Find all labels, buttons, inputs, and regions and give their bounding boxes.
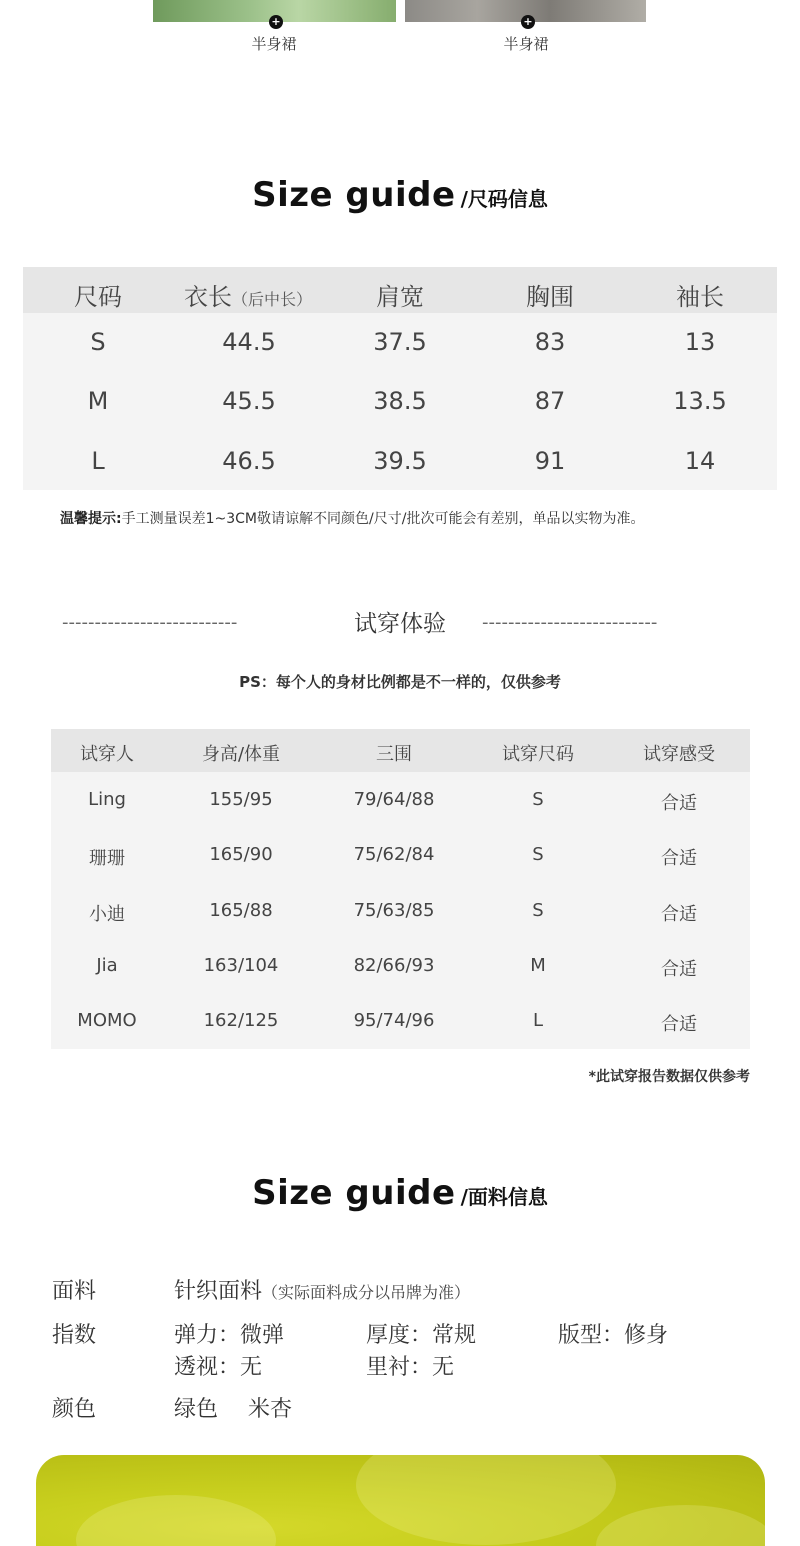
fabric-thickness: 厚度：常规 [366,1323,477,1348]
plus-icon[interactable]: + [269,15,283,29]
size-cell: 91 [534,447,566,475]
header-feeling: 试穿感受 [643,744,715,765]
try-on-cell: 合适 [661,848,697,869]
fabric-color-label: 颜色 [52,1397,97,1422]
try-on-ps: PS：每个人的身材比例都是不一样的，仅供参考 [239,673,561,691]
size-cell: 14 [684,447,716,475]
fabric-fold [76,1495,276,1546]
header-sleeve: 袖长 [676,283,724,311]
size-table [23,267,777,490]
try-on-cell: 95/74/96 [353,1010,435,1031]
size-cell: 38.5 [373,387,427,415]
size-cell: 46.5 [222,447,276,475]
size-cell: 13 [684,328,716,356]
header-length-sub: （后中长） [231,290,312,309]
try-on-cell: 小迪 [89,904,125,925]
header-size: 尺码 [74,283,122,311]
try-on-cell: 162/125 [203,1010,279,1031]
thumbnail-caption: 半身裙 [251,35,297,53]
color-option: 米杏 [248,1397,293,1422]
try-on-cell: S [532,844,544,865]
fabric-material-label: 面料 [52,1279,97,1304]
header-length-label: 衣长 [183,283,232,311]
header-length [163,277,333,312]
try-on-cell: S [532,900,544,921]
try-on-cell: 珊珊 [89,848,125,869]
fabric-lining: 里衬：无 [366,1355,455,1380]
header-measurements: 三围 [376,744,412,765]
size-cell: 39.5 [373,447,427,475]
title-main: Size guide [252,175,456,215]
size-cell: 37.5 [373,328,427,356]
fabric-fold [356,1455,616,1545]
try-on-cell: 75/63/85 [353,900,435,921]
fabric-material-value [174,1274,470,1305]
try-on-cell: 163/104 [203,955,279,976]
divider-right: --------------------------- [482,612,658,633]
title-sub: /尺码信息 [460,187,548,211]
size-cell: S [90,328,106,356]
fabric-material-sub: （实际面料成分以吊牌为准） [262,1283,471,1302]
title-main: Size guide [252,1173,456,1213]
fabric-swatch-image [36,1455,765,1546]
warm-tip [60,508,644,528]
header-shoulder: 肩宽 [376,283,424,311]
fabric-elasticity: 弹力：微弹 [174,1323,285,1348]
try-on-title: 试穿体验 [354,611,446,637]
try-on-cell: 合适 [661,793,697,814]
try-on-cell: 合适 [661,959,697,980]
try-on-cell: 合适 [661,904,697,925]
header-chest: 胸围 [526,283,574,311]
fabric-transparency: 透视：无 [174,1355,263,1380]
fabric-guide-title [0,1173,800,1213]
try-on-cell: Ling [88,789,126,810]
try-on-cell: MOMO [77,1010,137,1031]
size-cell: 87 [534,387,566,415]
fabric-fold [596,1505,765,1546]
plus-icon[interactable]: + [521,15,535,29]
warm-tip-label: 温馨提示: [60,511,122,527]
try-on-cell: S [532,789,544,810]
size-cell: 44.5 [222,328,276,356]
try-on-cell: Jia [96,955,118,976]
fabric-index-label: 指数 [52,1323,97,1348]
thumbnail-caption: 半身裙 [503,35,549,53]
size-cell: 45.5 [222,387,276,415]
warm-tip-text: 手工测量误差1~3CM敬请谅解不同颜色/尺寸/批次可能会有差别，单品以实物为准。 [121,511,645,527]
divider-left: --------------------------- [62,612,238,633]
title-sub: /面料信息 [460,1185,548,1209]
color-option: 绿色 [174,1397,219,1422]
size-cell: 13.5 [673,387,727,415]
size-cell: L [91,447,105,475]
size-guide-title [0,175,800,215]
try-on-cell: 79/64/88 [353,789,435,810]
try-on-note: *此试穿报告数据仅供参考 [588,1069,750,1085]
header-tried-size: 试穿尺码 [502,744,574,765]
header-height-weight: 身高/体重 [201,744,281,765]
fabric-fit: 版型：修身 [558,1323,669,1348]
try-on-cell: 82/66/93 [353,955,435,976]
try-on-cell: M [530,955,546,976]
fabric-material-name: 针织面料 [174,1279,263,1304]
try-on-cell: 165/88 [209,900,273,921]
try-on-cell: 75/62/84 [353,844,435,865]
try-on-cell: L [532,1010,544,1031]
header-tester: 试穿人 [80,744,134,765]
try-on-cell: 165/90 [209,844,273,865]
size-cell: M [87,387,109,415]
try-on-cell: 155/95 [209,789,273,810]
try-on-cell: 合适 [661,1014,697,1035]
try-on-table [51,729,750,1049]
size-cell: 83 [534,328,566,356]
